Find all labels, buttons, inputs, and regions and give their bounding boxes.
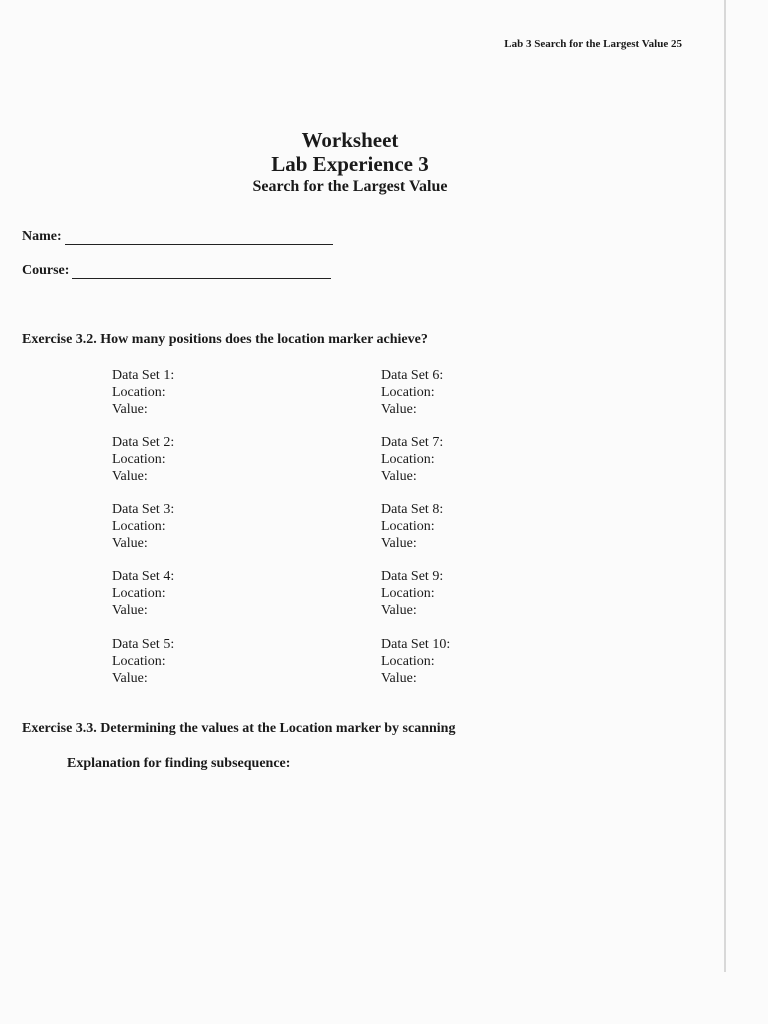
value-label: Value: [381, 536, 417, 551]
location-label: Location: [112, 654, 166, 669]
value-label: Value: [112, 402, 148, 417]
value-label: Value: [381, 469, 417, 484]
running-header: Lab 3 Search for the Largest Value 25 [504, 38, 682, 50]
data-set-block [381, 501, 443, 552]
value-label: Value: [381, 402, 417, 417]
value-label: Value: [381, 671, 417, 686]
data-set-label: Data Set 1: [112, 368, 175, 383]
value-label: Value: [112, 536, 148, 551]
location-label: Location: [112, 385, 166, 400]
data-set-label: Data Set 9: [381, 569, 444, 584]
worksheet-title: Worksheet [301, 128, 399, 152]
data-set-label: Data Set 2: [112, 435, 175, 450]
course-field-row [22, 263, 331, 279]
data-set-block [381, 434, 443, 485]
name-field-row [22, 229, 333, 245]
location-label: Location: [381, 586, 435, 601]
data-set-block [112, 434, 174, 485]
explanation-label: Explanation for finding subsequence: [67, 756, 291, 771]
data-set-block [381, 568, 443, 619]
value-label: Value: [112, 671, 148, 686]
worksheet-subtitle: Search for the Largest Value [252, 178, 448, 195]
exercise-3-3-heading: Exercise 3.3. Determining the values at the Location marker by scanning [22, 721, 456, 736]
data-set-label: Data Set 7: [381, 435, 444, 450]
value-label: Value: [112, 469, 148, 484]
data-set-block [112, 636, 174, 687]
data-set-block [112, 501, 174, 552]
value-label: Value: [112, 603, 148, 618]
name-label: Name: [22, 229, 62, 244]
location-label: Location: [381, 385, 435, 400]
value-label: Value: [381, 603, 417, 618]
data-set-label: Data Set 8: [381, 502, 444, 517]
location-label: Location: [112, 452, 166, 467]
data-set-block [381, 367, 443, 418]
location-label: Location: [112, 586, 166, 601]
data-set-label: Data Set 10: [381, 637, 451, 652]
course-blank-line[interactable] [72, 264, 331, 279]
title-block [0, 128, 700, 198]
data-set-label: Data Set 3: [112, 502, 175, 517]
data-set-label: Data Set 4: [112, 569, 175, 584]
lab-experience-title: Lab Experience 3 [271, 152, 429, 176]
data-set-label: Data Set 6: [381, 368, 444, 383]
exercise-3-2-heading: Exercise 3.2. How many positions does the location marker achieve? [22, 332, 428, 347]
location-label: Location: [112, 519, 166, 534]
data-set-label: Data Set 5: [112, 637, 175, 652]
name-blank-line[interactable] [65, 230, 333, 245]
location-label: Location: [381, 519, 435, 534]
location-label: Location: [381, 452, 435, 467]
data-set-block [112, 568, 174, 619]
data-set-block [112, 367, 174, 418]
data-set-block [381, 636, 450, 687]
course-label: Course: [22, 263, 70, 278]
location-label: Location: [381, 654, 435, 669]
page-edge-shadow [724, 0, 726, 972]
